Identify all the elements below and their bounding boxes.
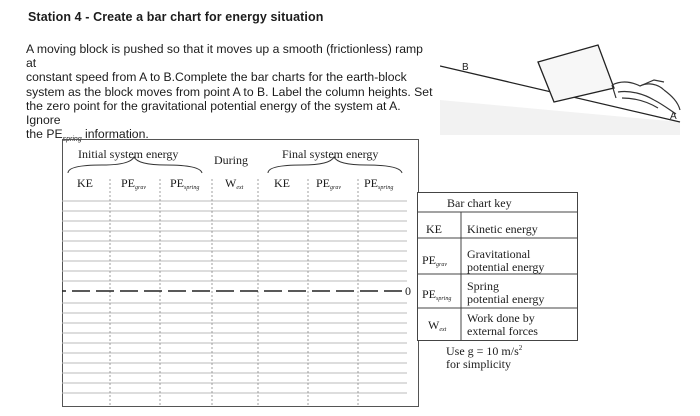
key-desc-pegrav-1: Gravitational bbox=[467, 247, 531, 261]
problem-line: the zero point for the gravitational potential energy of the system at A. Ignore bbox=[26, 98, 401, 128]
simplicity-note bbox=[446, 342, 522, 370]
key-desc-wext-1: Work done by bbox=[467, 311, 535, 325]
key-symbol-wext: $W_{ext}$ bbox=[428, 318, 447, 333]
zero-label: 0 bbox=[405, 284, 411, 298]
problem-line: constant speed from A to B.Complete the bar charts for the earth-block bbox=[26, 70, 407, 85]
pe-label: the PE bbox=[26, 127, 63, 142]
ramp-surface bbox=[440, 100, 680, 135]
key-desc-wext-2: external forces bbox=[467, 324, 538, 338]
column-pegrav-final: $PE_{grav}$ bbox=[316, 176, 342, 191]
problem-statement bbox=[26, 42, 436, 147]
during-label: During bbox=[214, 153, 248, 167]
column-pegrav-initial: $PE_{grav}$ bbox=[121, 176, 147, 191]
problem-line-end: information. bbox=[81, 127, 149, 142]
key-symbol-ke: KE bbox=[426, 222, 442, 236]
column-ke-final: KE bbox=[274, 176, 290, 190]
grid-lines bbox=[62, 201, 407, 393]
key-desc-pespring-2: potential energy bbox=[467, 292, 545, 306]
column-pespring-final: $PE_{spring}$ bbox=[364, 176, 394, 191]
column-wext: $W_{ext}$ bbox=[225, 176, 244, 191]
column-dividers bbox=[110, 179, 358, 406]
point-a-label: A bbox=[670, 111, 677, 122]
block bbox=[538, 45, 614, 102]
note-line: Use g = 10 $m/s^2$ bbox=[446, 344, 523, 358]
key-desc-ke: Kinetic energy bbox=[467, 222, 538, 236]
ramp-diagram bbox=[440, 40, 700, 135]
problem-line: system as the block moves from point A to B. Label the column heights. Set bbox=[26, 84, 433, 99]
key-symbol-pegrav: $PE_{grav}$ bbox=[422, 253, 448, 268]
point-b-label: B bbox=[462, 62, 469, 73]
note-line: for simplicity bbox=[446, 356, 511, 371]
key-title: Bar chart key bbox=[447, 196, 512, 210]
key-desc-pespring-1: Spring bbox=[467, 279, 500, 293]
station-title: Station 4 - Create a bar chart for energy situation bbox=[28, 10, 324, 24]
column-ke-initial: KE bbox=[77, 176, 93, 190]
initial-energy-label: Initial system energy bbox=[78, 147, 179, 161]
column-pespring-initial: $PE_{spring}$ bbox=[170, 176, 200, 191]
final-energy-label: Final system energy bbox=[282, 147, 379, 161]
problem-line: A moving block is pushed so that it moves up a smooth (frictionless) ramp at bbox=[26, 42, 423, 71]
key-symbol-pespring: $PE_{spring}$ bbox=[422, 287, 452, 302]
pe-subscript: spring bbox=[62, 136, 82, 144]
key-desc-pegrav-2: potential energy bbox=[467, 260, 545, 274]
